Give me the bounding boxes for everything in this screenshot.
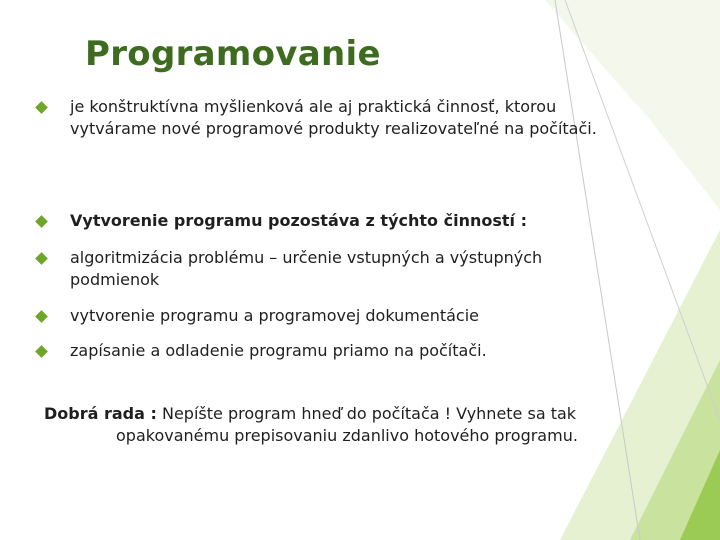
bullet-text: algoritmizácia problému – určenie vstupných a výstupných podmienok (70, 248, 543, 289)
bullet-item-definition (34, 96, 614, 140)
bullet-item-program-creation (34, 305, 614, 327)
bullet-item-activities-heading (34, 210, 614, 232)
advice-paragraph (44, 403, 644, 447)
diamond-bullet-icon (34, 344, 48, 358)
advice-line-2: opakovanému prepisovaniu zdanlivo hotového programu. (116, 426, 578, 445)
diamond-bullet-icon (34, 309, 48, 323)
advice-line-1: Nepíšte program hneď do počítača ! Vyhnete sa tak (161, 404, 577, 423)
bullet-text: vytvorenie programu a programovej dokumentácie (70, 306, 479, 325)
bullet-text: je konštruktívna myšlienková ale aj praktická činnosť, ktorou vytvárame nové programové produkty realizovateľné na počítači. (70, 97, 597, 138)
bullet-item-debugging (34, 340, 614, 362)
bullet-item-algorithmization (34, 247, 614, 291)
bullet-text: zapísanie a odladenie programu priamo na počítači. (70, 341, 487, 360)
slide-title: Programovanie (85, 34, 381, 74)
advice-label: Dobrá rada : (44, 404, 157, 423)
diamond-bullet-icon (34, 100, 48, 114)
bullet-text: Vytvorenie programu pozostáva z týchto činností : (70, 211, 527, 230)
diamond-bullet-icon (34, 251, 48, 265)
diamond-bullet-icon (34, 214, 48, 228)
